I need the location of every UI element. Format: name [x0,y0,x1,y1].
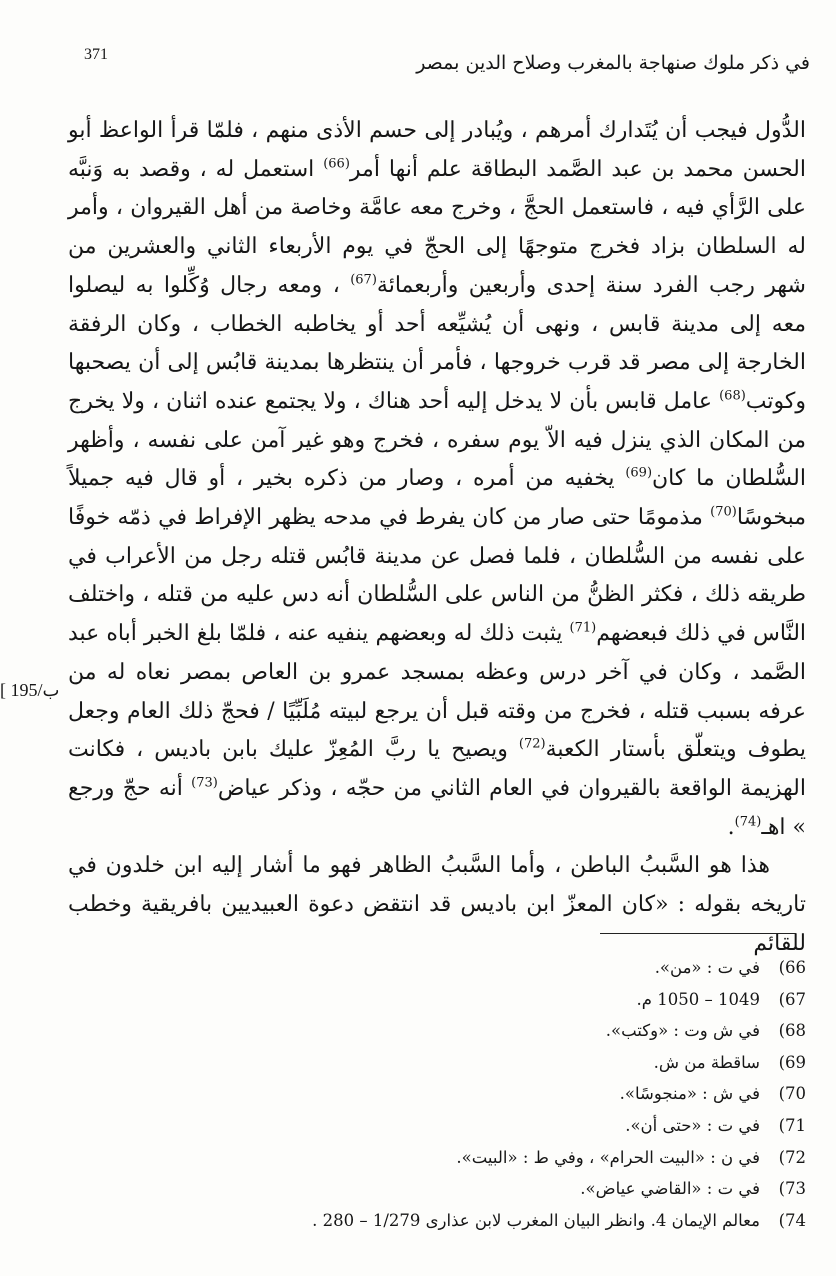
footnote-text: في ش وت : «وكتب». [605,1021,760,1041]
footnote-number: 74) [778,1210,806,1230]
text-segment: ، ومعه رجال وُكِّلوا به ليصلوا معه إلى مدينة قابس ، ونهى أن يُشيِّعه أحد أو يخاطبه الخطاب ، وكان الرفقة الخارجة إلى مصر قد قرب خروجها ، فأمر أن ينتظرها بمدينة قابُس إلى أن يصحبها وكوتب [68,272,806,414]
paragraph-1 [68,112,806,847]
running-head: في ذكر ملوك صنهاجة بالمغرب وصلاح الدين بمصر [416,52,810,74]
footnote [246,1047,806,1079]
footnote-number: 68) [778,1021,806,1041]
text-segment: مذمومًا حتى صار من كان يفرط في مدحه يظهر الإفراط في ذمّه خوفًا على نفسه من السُّلطان ، فلما فصل عن مدينة قابُس قتله رجل من الأعراب في طريقه ذلك ، فكثر الظنُّ من الناس على السُّلطان أنه دس عليه من قتله ، واختلف النَّاس في ذلك فبعضهم [68,505,807,647]
footnote-text: في ن : «البيت الحرام» ، وفي ط : «البيت». [456,1147,760,1167]
footnote-text: ساقطة من ش. [653,1052,760,1072]
footnote [246,1078,806,1110]
footnotes-list [246,952,806,1236]
footnote [246,1173,806,1205]
footnote-text: 1049 – 1050 م. [636,989,760,1009]
footnote [246,952,806,984]
footnote [246,1205,806,1237]
footnote-ref: (71) [569,620,597,636]
text-segment: . [727,814,735,840]
text-segment: الدُّول فيجب أن يُتَدارك أمرهم ، ويُبادر إلى حسم الأذى منهم ، فلمّا قرأ الواعظ أبو الحسن محمد بن عبد الصَّمد البطاقة علم أنها أمر [68,118,806,182]
footnote-ref: (73) [191,775,218,791]
footnote-number: 70) [778,1084,806,1104]
footnote-ref: (74) [734,814,762,830]
footnote-text: معالم الإيمان 4. وانظر البيان المغرب لابن عذارى 1/279 – 280 . [312,1210,760,1230]
footnote-ref: (67) [350,272,377,288]
text-segment: ويصيح يا ربَّ المُعِزّ عليك بابن باديس ، فكانت الهزيمة الواقعة بالقيروان في العام الثاني من حجّه ، وذكر عياض [68,737,807,801]
footnote-text: في ت : «حتى أن». [625,1115,760,1135]
footnote [246,984,806,1016]
footnote-number: 72) [778,1147,806,1167]
footnote-number: 69) [778,1052,806,1072]
footnote [246,1142,806,1174]
paragraph-2: هذا هو السَّببُ الباطن ، وأما السَّببُ الظاهر فهو ما أشار إليه ابن خلدون في تاريخه بقوله : «كان المعزّ ابن باديس قد انتقض دعوة العبيديين بافريقية وخطب للقائم [68,853,806,956]
main-text [68,112,806,963]
text-segment: عامل قابس بأن لا يدخل إليه أحد هناك ، ولا يجتمع عنده اثنان ، ولا يخرج من المكان الذي ينزل فيه الاّ يوم سفره ، فخرج وهو غير آمن على نفسه ، وأظهر السُّلطان ما كان [68,388,806,492]
footnote-ref: (70) [710,504,737,520]
footnote-text: في ت : «من». [654,958,760,977]
text-segment: استعمل له ، وقصد به وَنبَّه على الرَّأي فيه ، فاستعمل الحجَّ ، وخرج معه عامَّة وخاصة من أهل القيروان ، وأمر له السلطان بزاد فخرج متوجهًا إلى الحجّ في يوم الأربعاء الثاني والعشرين من شهر رجب الفرد سنة إحدى وأربعين وأربعمائة [68,156,806,298]
footnote-divider [600,933,796,934]
footnote [246,1110,806,1142]
footnote-text: في ت : «القاضي عياض». [580,1179,760,1199]
footnote-ref: (66) [323,156,350,172]
text-segment: أنه حجّ ورجع » اهـ [68,775,806,840]
footnote-ref: (69) [625,466,653,481]
footnote [246,1015,806,1047]
margin-folio-note: [ 195/ب [0,680,60,700]
page-header [78,40,810,84]
footnote-number: 71) [778,1115,806,1135]
text-segment: يخفيه من أمره ، وصار من ذكره بخير ، أو قال فيه جميلاً مبخوسًا [68,466,806,531]
footnote-number: 66) [778,958,806,977]
footnote-number: 67) [778,989,806,1009]
footnote-number: 73) [778,1179,806,1199]
text-segment: يثبت ذلك له وبعضهم ينفيه عنه ، فلمّا بلغ الخبر أباه عبد الصَّمد ، وكان في آخر درس وعظه بمسجد عمرو بن العاص بمصر نعاه له من عرفه بسبب قتله ، فخرج من وقته قبل أن يرجع لبيته مُلَبِّيًا / فحجّ ذلك العام وجعل يطوف ويتعلّق بأستار الكعبة [68,621,807,763]
footnote-ref: (72) [518,736,546,752]
page-number: 371 [84,46,108,63]
footnote-text: في ش : «منجوسًا». [619,1084,760,1104]
footnote-ref: (68) [719,388,746,404]
